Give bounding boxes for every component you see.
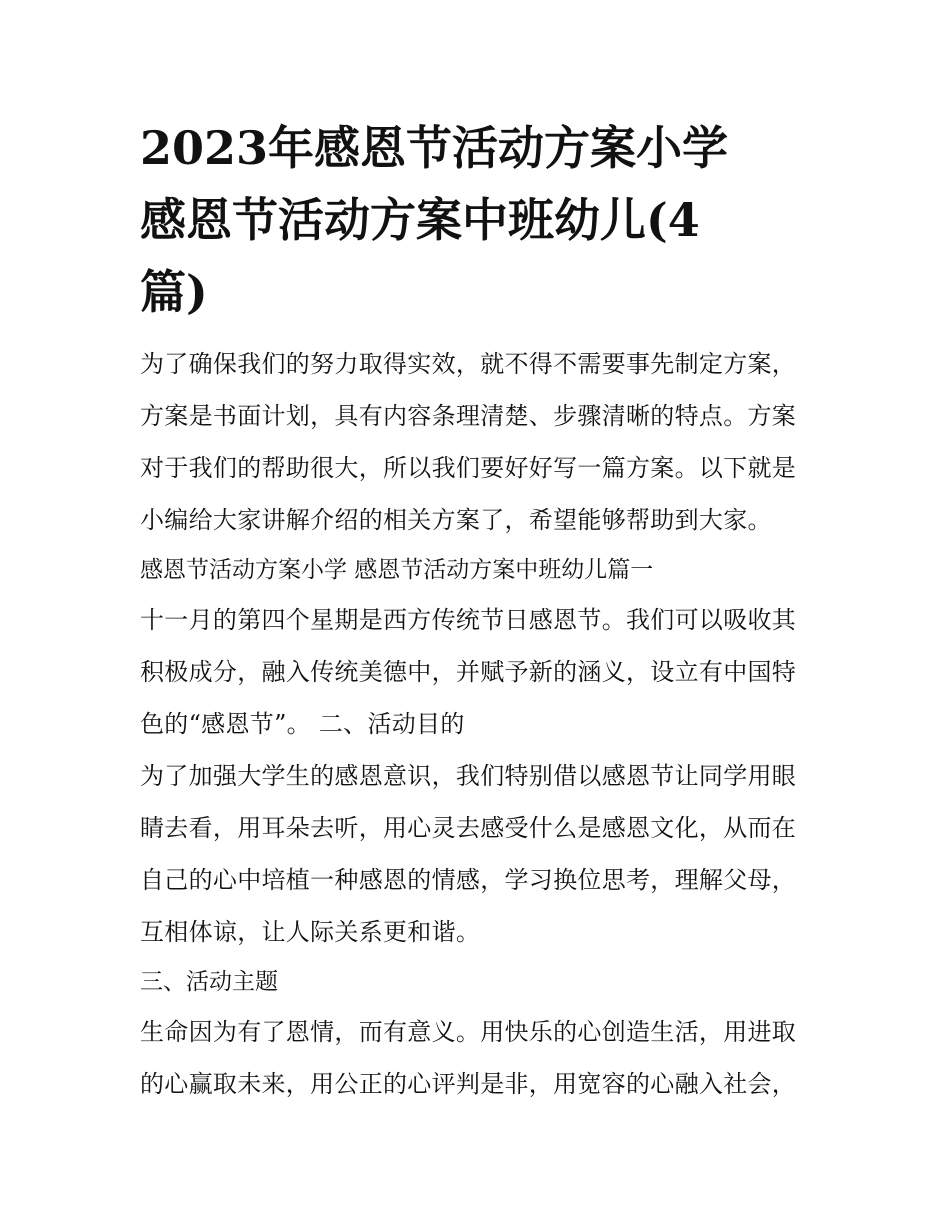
text-line: 积极成分，融入传统美德中，并赋予新的涵义，设立有中国特 xyxy=(140,658,797,686)
paragraph-purpose xyxy=(140,750,820,958)
title-line: 2023年感恩节活动方案小学 xyxy=(140,121,729,175)
text-line: 为了加强大学生的感恩意识，我们特别借以感恩节让同学用眼 xyxy=(140,762,797,790)
text-line: 小编给大家讲解介绍的相关方案了，希望能够帮助到大家。 xyxy=(140,506,772,534)
text-line: 为了确保我们的努力取得实效，就不得不需要事先制定方案， xyxy=(140,350,797,378)
text-line: 对于我们的帮助很大，所以我们要好好写一篇方案。以下就是 xyxy=(140,454,797,482)
text-line: 自己的心中培植一种感恩的情感，学习换位思考，理解父母， xyxy=(140,866,797,894)
intro-paragraph xyxy=(140,338,820,546)
text-line: 方案是书面计划，具有内容条理清楚、步骤清晰的特点。方案 xyxy=(140,402,797,430)
text-line: 互相体谅，让人际关系更和谐。 xyxy=(140,918,481,946)
text-line: 生命因为有了恩情，而有意义。用快乐的心创造生活，用进取 xyxy=(140,1018,797,1046)
text-line: 十一月的第四个星期是西方传统节日感恩节。我们可以吸收其 xyxy=(140,606,797,634)
paragraph-theme xyxy=(140,1006,820,1110)
text-line: 的心赢取未来，用公正的心评判是非，用宽容的心融入社会， xyxy=(140,1070,797,1098)
title-line: 篇) xyxy=(140,265,208,319)
subheading-theme: 三、活动主题 xyxy=(140,969,278,995)
document-page xyxy=(140,112,820,1110)
title-line: 感恩节活动方案中班幼儿(4 xyxy=(140,193,700,247)
paragraph-background xyxy=(140,594,820,750)
text-line: 睛去看，用耳朵去听，用心灵去感受什么是感恩文化，从而在 xyxy=(140,814,797,842)
document-title xyxy=(140,112,820,328)
text-line: 色的“感恩节”。 二、活动目的 xyxy=(140,710,465,738)
section-heading: 感恩节活动方案小学 感恩节活动方案中班幼儿篇一 xyxy=(140,557,654,583)
